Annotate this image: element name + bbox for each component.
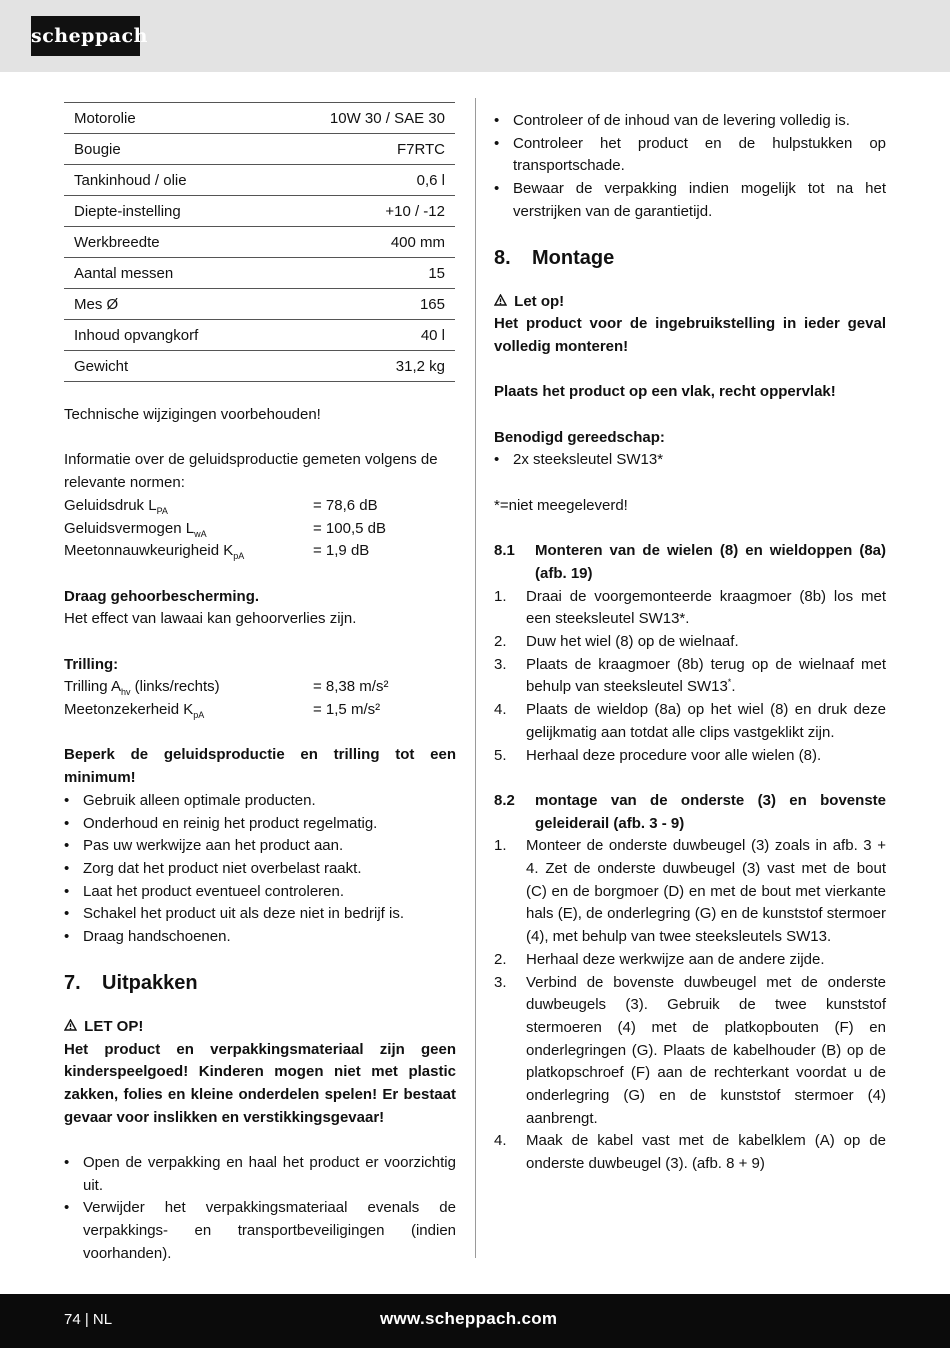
step-number: 2. [494, 950, 507, 968]
section-7-number: 7. [64, 971, 81, 994]
step-number: 4. [494, 1132, 507, 1150]
step-text: Herhaal deze werkwijze aan de andere zijde. [526, 950, 825, 968]
spec-value: 400 mm [266, 227, 455, 258]
noise-sub: pA [233, 551, 245, 562]
spec-label: Bougie [64, 134, 266, 165]
warning-text-left: Het product en verpakkingsmateriaal zijn geen kinderspeelgoed! Kinderen mogen niet met plastic zakken, folies en kleine onderdelen spelen! Er bestaat gevaar voor inslikken en verstikkingsgevaar! [64, 1040, 456, 1126]
vibration-sub: hv [120, 687, 131, 698]
section-8-1-steps [494, 586, 886, 768]
noise-row [64, 540, 456, 563]
page-footer [0, 1294, 950, 1348]
step-number: 5. [494, 746, 507, 764]
noise-label: Geluidsvermogen L [64, 519, 195, 537]
step-8-2 [494, 972, 886, 1131]
limit-item: • Schakel het product uit als deze niet in bedrijf is. [64, 903, 456, 926]
step-number: 1. [494, 837, 507, 855]
not-included-note: *=niet meegeleverd! [494, 496, 628, 514]
spec-row [64, 258, 455, 289]
limit-list [64, 790, 456, 949]
noise-values [64, 495, 456, 563]
check-item: • Bewaar de verpakking indien mogelijk tot na het verstrijken van de garantietijd. [494, 178, 886, 223]
warning-heading-right [494, 291, 886, 314]
uncertainty-sub: pA [193, 710, 205, 721]
section-7-title: Uitpakken [102, 971, 198, 994]
vibration-row [64, 676, 456, 699]
section-8-2-heading [494, 790, 886, 835]
step-number: 1. [494, 587, 507, 605]
noise-row [64, 495, 456, 518]
section-8-2-steps [494, 835, 886, 1176]
scheppach-logo: scheppach [31, 16, 140, 56]
step-text: Plaats de wieldop (8a) op het wiel (8) en druk deze gelijkmatig aan totdat alle clips vastgeklikt zijn. [526, 701, 886, 741]
warning-triangle-icon [64, 1016, 80, 1039]
step-footnote-mark: * [727, 677, 732, 688]
section-8-2-number: 8.2 [494, 791, 515, 809]
section-8-number: 8. [494, 246, 511, 269]
hearing-title: Draag gehoorbescherming. [64, 587, 260, 605]
noise-label-group [64, 540, 313, 563]
step-8-2 [494, 949, 886, 972]
noise-sub: wA [194, 528, 207, 539]
spec-label: Inhoud opvangkorf [64, 320, 266, 351]
step-text: Monteer de onderste duwbeugel (3) zoals in afb. 3 + 4. Zet de onderste duwbeugel (3) vast met de bout (C) en de borgmoer (D) en met de bout met vierkante hals (E), de onderlegring (G) en de kunststof stermoer (4), met behulp van twee steeksleutels SW13. [526, 837, 886, 946]
page-number: 74 | NL [64, 1311, 113, 1328]
noise-label: Geluidsdruk L [64, 496, 157, 514]
warning-title-right: Let op! [514, 292, 565, 310]
spec-value: +10 / -12 [266, 196, 455, 227]
right-column [494, 110, 886, 1176]
step-8-1 [494, 745, 886, 768]
step-8-1 [494, 699, 886, 744]
warning-title-left: LET OP! [84, 1017, 144, 1035]
spec-label: Gewicht [64, 351, 266, 382]
noise-label-group [64, 518, 313, 541]
tech-note: Technische wijzigingen voorbehouden! [64, 406, 321, 423]
step-number: 3. [494, 655, 507, 673]
vibration-value: = 8,38 m/s² [313, 678, 389, 696]
vibration-label: Trilling A [64, 678, 121, 696]
spec-row [64, 289, 455, 320]
vibration-suffix: (links/rechts) [130, 678, 220, 696]
limit-item: • Draag handschoenen. [64, 926, 456, 949]
noise-sub: PA [156, 505, 168, 516]
step-text: Verbind de bovenste duwbeugel met de onderste duwbeugels (3). Gebruik de twee kunststof stermoeren (4) met de platkopbouten (F) en onderlegringen (G). Plaats de kabelhouder (B) op de platkopschroef (F) aan de rechterkant voordat u de onderlegring (G) en de kunststof stermoer (4) aanbrengt. [526, 973, 886, 1127]
section-8-heading [494, 244, 886, 272]
spec-value: 31,2 kg [266, 351, 455, 382]
spec-row [64, 134, 455, 165]
unpack-item: • Verwijder het verpakkingsmateriaal evenals de verpakkings- en transportbeveiligingen (indien voorhanden). [64, 1197, 456, 1265]
warning-text-right: Het product voor de ingebruikstelling in ieder geval volledig monteren! [494, 315, 886, 355]
check-item: • Controleer of de inhoud van de levering volledig is. [494, 110, 886, 133]
tools-list [494, 449, 886, 472]
check-item: • Controleer het product en de hulpstukken op transportschade. [494, 133, 886, 178]
spec-value: F7RTC [266, 134, 455, 165]
warning-heading-left [64, 1016, 456, 1039]
spec-label: Motorolie [64, 103, 266, 134]
spec-value: 10W 30 / SAE 30 [266, 103, 455, 134]
step-text: Maak de kabel vast met de kabelklem (A) op de onderste duwbeugel (3). (afb. 8 + 9) [526, 1132, 886, 1173]
spec-value: 0,6 l [266, 165, 455, 196]
uncertainty-label: Meetonzekerheid K [64, 701, 194, 719]
spec-row [64, 196, 455, 227]
spec-label: Werkbreedte [64, 227, 266, 258]
section-8-2-title: montage van de onderste (3) en bovenste geleiderail (afb. 3 - 9) [535, 791, 886, 832]
step-text: Plaats de kraagmoer (8b) terug op de wielnaaf met behulp van steeksleutel SW13 [526, 655, 886, 696]
step-text: Duw het wiel (8) op de wielnaaf. [526, 633, 739, 650]
noise-value: = 100,5 dB [313, 519, 386, 537]
spec-value: 40 l [266, 320, 455, 351]
section-8-title: Montage [532, 246, 615, 269]
section-8-1-title: Monteren van de wielen (8) en wieldoppen (8a) (afb. 19) [535, 542, 886, 582]
spec-label: Diepte-instelling [64, 196, 266, 227]
unpack-item: • Open de verpakking en haal het product er voorzichtig uit. [64, 1152, 456, 1197]
spec-label: Tankinhoud / olie [64, 165, 266, 196]
step-8-2 [494, 835, 886, 949]
step-8-1 [494, 586, 886, 631]
spec-row [64, 165, 455, 196]
noise-label: Meetonnauwkeurigheid K [64, 542, 234, 560]
section-8-1-number: 8.1 [494, 542, 515, 560]
limit-item: • Laat het product eventueel controleren. [64, 881, 456, 904]
section-7-heading [64, 969, 456, 997]
limit-item: • Zorg dat het product niet overbelast raakt. [64, 858, 456, 881]
spec-row [64, 320, 455, 351]
noise-intro: Informatie over de geluidsproductie gemeten volgens de relevante normen: [64, 451, 438, 492]
spec-row [64, 103, 455, 134]
column-divider [475, 98, 476, 1258]
noise-row [64, 518, 456, 541]
step-text: Draai de voorgemonteerde kraagmoer (8b) los met een steeksleutel SW13*. [526, 587, 886, 628]
step-number: 4. [494, 701, 507, 719]
vibration-title: Trilling: [64, 655, 119, 673]
website-link[interactable]: www.scheppach.com [380, 1309, 558, 1328]
noise-value: = 78,6 dB [313, 496, 378, 514]
spec-value: 15 [266, 258, 455, 289]
spec-label: Aantal messen [64, 258, 266, 289]
warning-triangle-icon [494, 291, 510, 314]
tool-item: • 2x steeksleutel SW13* [494, 449, 886, 472]
spec-value: 165 [266, 289, 455, 320]
flat-surface-note: Plaats het product op een vlak, recht oppervlak! [494, 383, 836, 401]
noise-value: = 1,9 dB [313, 542, 370, 560]
step-number: 2. [494, 633, 507, 650]
spec-row [64, 227, 455, 258]
step-8-1 [494, 631, 886, 654]
check-list [494, 110, 886, 224]
step-text-end: . [731, 678, 736, 696]
tools-title: Benodigd gereedschap: [494, 428, 665, 446]
spec-table [64, 102, 455, 382]
uncertainty-value: = 1,5 m/s² [313, 701, 381, 719]
limit-item: • Gebruik alleen optimale producten. [64, 790, 456, 813]
noise-label-group [64, 495, 313, 518]
spec-label: Mes Ø [64, 289, 266, 320]
step-number: 3. [494, 973, 507, 991]
step-text: Herhaal deze procedure voor alle wielen (8). [526, 746, 822, 764]
limit-item: • Onderhoud en reinig het product regelmatig. [64, 813, 456, 836]
limit-title: Beperk de geluidsproductie en trilling tot een minimum! [64, 746, 456, 787]
step-8-2 [494, 1130, 886, 1175]
step-8-1 [494, 654, 886, 699]
uncertainty-row [64, 699, 456, 722]
section-8-1-heading [494, 540, 886, 585]
spec-row [64, 351, 455, 382]
hearing-text: Het effect van lawaai kan gehoorverlies zijn. [64, 610, 357, 628]
page-header [0, 0, 950, 72]
unpack-list [64, 1152, 456, 1266]
limit-item: • Pas uw werkwijze aan het product aan. [64, 835, 456, 858]
left-column [64, 102, 456, 1266]
